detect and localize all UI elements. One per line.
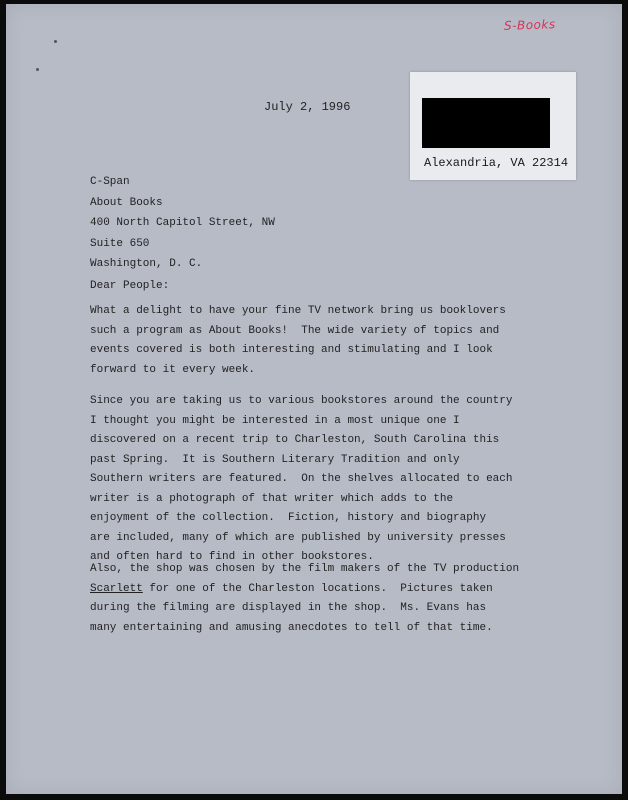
text-line: during the filming are displayed in the shop. Ms. Evans has: [90, 602, 487, 614]
text-line: events covered is both interesting and stimulating and I look: [90, 344, 493, 356]
text-line: enjoyment of the collection. Fiction, history and biography: [90, 512, 487, 524]
recipient-line: C-Span: [90, 176, 130, 188]
handwritten-annotation: S-Books: [503, 17, 556, 33]
text-line: I thought you might be interested in a most unique one I: [90, 414, 460, 427]
text-line: forward to it every week.: [90, 363, 256, 376]
text-line: past Spring. It is Southern Literary Tradition and only: [90, 453, 460, 466]
sender-address-label: [410, 72, 576, 180]
text-line: writer is a photograph of that writer which adds to the: [90, 492, 454, 505]
text-line: Since you are taking us to various bookstores around the country: [90, 395, 513, 407]
scan-speck: [36, 68, 39, 71]
text-fragment: for one of the Charleston locations. Pictures taken: [142, 582, 493, 595]
text-line: are included, many of which are published by university presses: [90, 531, 506, 544]
paragraph-2: [90, 392, 560, 568]
scan-speck: [54, 40, 57, 43]
recipient-address: [90, 172, 275, 275]
text-line: [90, 580, 560, 600]
recipient-line: About Books: [90, 196, 163, 209]
recipient-line: Washington, D. C.: [90, 258, 203, 270]
redacted-block: [422, 98, 550, 148]
letter-date: July 2, 1996: [264, 100, 351, 114]
text-line: What a delight to have your fine TV network bring us booklovers: [90, 305, 506, 317]
text-line: and often hard to find in other bookstores.: [90, 551, 374, 563]
paragraph-1: [90, 302, 560, 380]
text-line: many entertaining and amusing anecdotes to tell of that time.: [90, 621, 493, 634]
underlined-title: Scarlett: [90, 582, 143, 595]
text-line: discovered on a recent trip to Charleston, South Carolina this: [90, 434, 500, 446]
text-line: Southern writers are featured. On the shelves allocated to each: [90, 473, 513, 485]
salutation: Dear People:: [90, 280, 170, 292]
text-line: Also, the shop was chosen by the film makers of the TV production: [90, 563, 520, 575]
recipient-line: 400 North Capitol Street, NW: [90, 217, 275, 229]
letter-page: [6, 4, 622, 794]
text-line: such a program as About Books! The wide variety of topics and: [90, 324, 500, 337]
paragraph-3: [90, 560, 560, 638]
recipient-line: Suite 650: [90, 237, 150, 250]
sender-city: Alexandria, VA 22314: [424, 156, 569, 170]
